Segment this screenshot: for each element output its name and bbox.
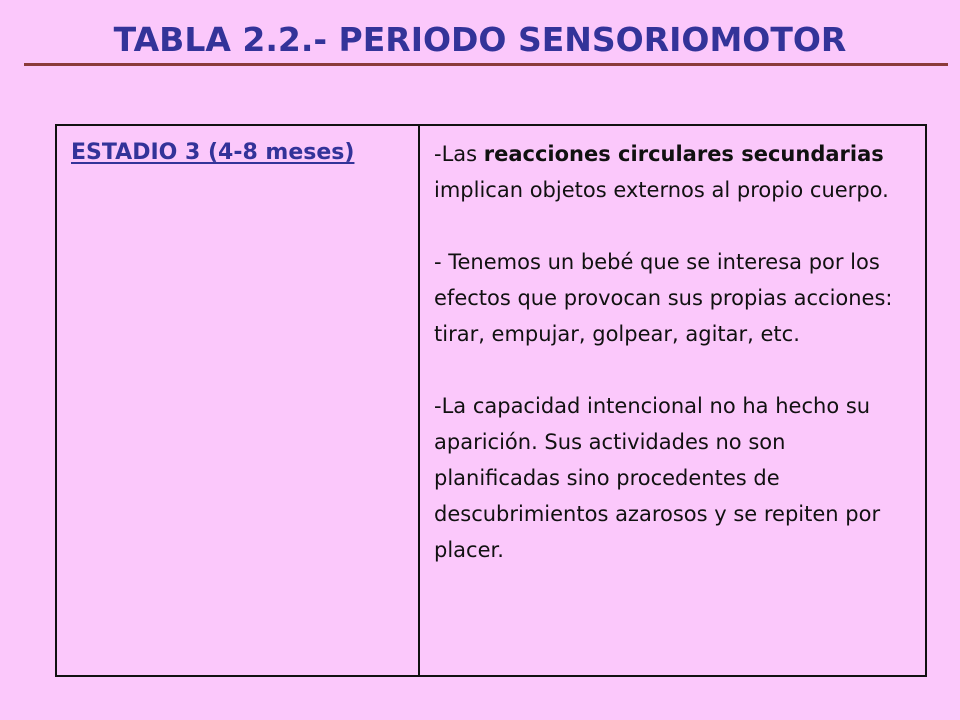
- key-term: reacciones circulares secundarias: [483, 142, 884, 166]
- paragraph-interest: - Tenemos un bebé que se interesa por los efectos que provocan sus propias acciones: tirar, empujar, golpear, agitar, etc.: [434, 250, 893, 346]
- paragraph-prefix: -Las: [434, 142, 484, 166]
- stage-label: ESTADIO 3 (4-8 meses): [71, 140, 355, 165]
- description-cell: [420, 126, 925, 675]
- paragraph-rest: implican objetos externos al propio cuerpo.: [434, 178, 889, 202]
- paragraph-intention: -La capacidad intencional no ha hecho su aparición. Sus actividades no son planificadas sino procedentes de descubrimientos azarosos y se repiten por placer.: [434, 394, 881, 562]
- stage-table: [55, 124, 927, 677]
- stage-cell: [57, 126, 420, 675]
- title-divider: [24, 63, 948, 66]
- page-title: TABLA 2.2.- PERIODO SENSORIOMOTOR: [113, 20, 847, 59]
- paragraph-reactions: [434, 136, 911, 208]
